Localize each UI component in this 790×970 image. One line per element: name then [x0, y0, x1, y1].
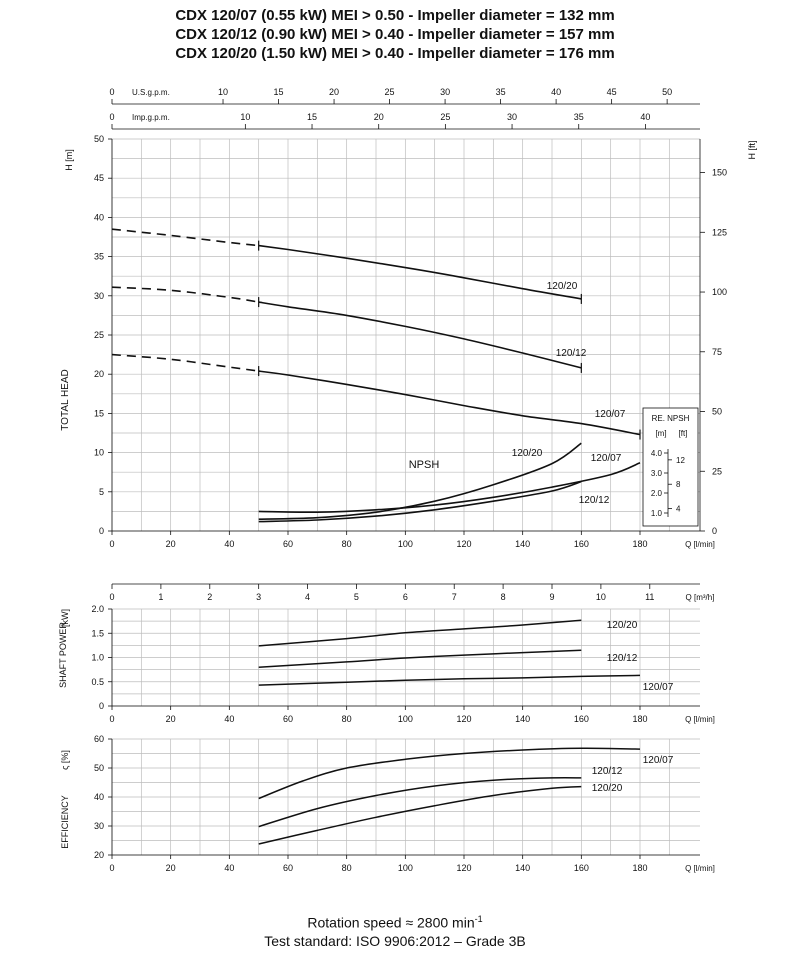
- rotation-speed: [0, 910, 790, 932]
- top-axis-tick-label: 50: [662, 87, 673, 97]
- eff-x-tick-label: 140: [515, 863, 531, 873]
- top-axis-tick-label: 40: [551, 87, 562, 97]
- power-curve-120/12: [259, 650, 582, 667]
- head-y2-tick-label: 25: [712, 466, 723, 477]
- top-axis-label: Imp.g.p.m.: [132, 113, 170, 122]
- head-y2-tick-label: 100: [712, 287, 728, 298]
- title-line-120-12: CDX 120/12 (0.90 kW) MEI > 0.40 - Impeller diameter = 157 mm: [175, 26, 615, 43]
- power-x-tick-label: 180: [632, 714, 648, 724]
- head-curve-dashed-120/12: [112, 287, 259, 302]
- head-x-tick-label: 100: [397, 539, 413, 549]
- eff-label-120-20: 120/20: [591, 783, 623, 794]
- head-x-tick-label: 180: [632, 539, 648, 549]
- npsh-scale-ft-label: 12: [676, 455, 685, 465]
- m3h-axis-tick-label: 1: [158, 592, 164, 602]
- head-y2-tick-label: 0: [712, 526, 718, 536]
- m3h-axis-tick-label: 5: [353, 592, 359, 602]
- top-axis-tick-label: 30: [507, 112, 518, 122]
- head-x-tick-label: 60: [282, 539, 294, 549]
- power-x-tick-label: 0: [109, 714, 115, 724]
- npsh-scale-ft-label: 8: [676, 480, 681, 490]
- power-curve-120/07: [259, 675, 640, 685]
- head-y2-tick-label: 150: [712, 167, 728, 178]
- power-x-tick-label: 80: [341, 714, 352, 724]
- npsh-scale-unit-ft: [ft]: [678, 429, 688, 438]
- npsh-label: NPSH: [408, 459, 440, 471]
- head-y2-tick-label: 125: [712, 227, 728, 238]
- head-y-tick-label: 15: [93, 408, 104, 419]
- head-y-axis-title: TOTAL HEAD: [60, 369, 71, 431]
- power-y-tick-label: 0: [98, 701, 104, 711]
- power-y-tick-label: 0.5: [91, 676, 104, 687]
- rotation-speed-text: Rotation speed ≈ 2800 min: [307, 914, 475, 931]
- eff-curve-120/20: [259, 787, 582, 844]
- head-y2-tick-label: 50: [712, 406, 723, 417]
- head-x-tick-label: 80: [341, 539, 352, 549]
- m3h-axis-tick-label: 3: [256, 592, 262, 602]
- m3h-axis-tick-label: 4: [305, 592, 311, 602]
- eff-y-axis-title: EFFICIENCY: [60, 795, 70, 849]
- top-axis-tick-label: 20: [329, 87, 340, 97]
- npsh-scale-title: RE. NPSH: [651, 414, 690, 423]
- eff-x-tick-label: 180: [632, 863, 648, 873]
- top-axis-tick-label: 20: [373, 112, 384, 122]
- m3h-axis-tick-label: 10: [595, 592, 606, 602]
- npsh-label-120-12: 120/12: [578, 495, 610, 506]
- eff-y-tick-label: 60: [93, 734, 104, 744]
- eff-label-120-07: 120/07: [642, 755, 674, 766]
- top-axis-tick-label: 35: [495, 87, 506, 97]
- power-label-120-07: 120/07: [642, 682, 674, 693]
- title-line-120-20: CDX 120/20 (1.50 kW) MEI > 0.40 - Impeller diameter = 176 mm: [175, 45, 615, 62]
- npsh-label-120-07: 120/07: [590, 453, 622, 464]
- top-axis-tick-label: 15: [307, 112, 318, 122]
- head-x-axis-label: Q [l/min]: [685, 540, 715, 549]
- head-chart: [60, 87, 757, 549]
- npsh-scale-unit-m: [m]: [655, 429, 667, 438]
- shaft-power-chart: [58, 584, 715, 724]
- test-standard: Test standard: ISO 9906:2012 – Grade 3B: [264, 932, 526, 949]
- eff-x-tick-label: 120: [456, 863, 472, 873]
- head-x-tick-label: 40: [224, 539, 235, 549]
- head-y-tick-label: 5: [98, 486, 104, 497]
- power-y-tick-label: 1.0: [91, 652, 104, 663]
- top-axis-tick-label: 45: [606, 87, 617, 97]
- head-label-120-12: 120/12: [555, 348, 587, 359]
- m3h-axis-tick-label: 2: [207, 592, 213, 602]
- title-line-120-07: CDX 120/07 (0.55 kW) MEI > 0.50 - Impeller diameter = 132 mm: [175, 7, 615, 24]
- power-x-tick-label: 100: [397, 714, 413, 724]
- head-x-tick-label: 140: [515, 539, 531, 549]
- m3h-axis-tick-label: 0: [109, 592, 115, 602]
- m3h-axis-tick-label: 11: [645, 592, 655, 602]
- power-y-tick-label: 2.0: [91, 604, 104, 614]
- npsh-scale-m-label: 3.0: [650, 469, 662, 478]
- head-y-tick-label: 30: [93, 290, 104, 301]
- power-y-axis-title: SHAFT POWER: [58, 622, 68, 688]
- power-label-120-12: 120/12: [606, 653, 638, 664]
- npsh-curve-120/12: [259, 482, 582, 522]
- eff-y-tick-label: 50: [93, 763, 104, 773]
- top-axis-tick-label: 0: [109, 87, 115, 97]
- head-x-tick-label: 160: [573, 539, 589, 549]
- eff-y-unit: ς [%]: [60, 750, 70, 770]
- power-label-120-20: 120/20: [606, 620, 638, 631]
- head-y-unit-label: H [m]: [64, 149, 74, 171]
- eff-x-tick-label: 80: [341, 863, 352, 873]
- head-x-tick-label: 120: [456, 539, 472, 549]
- eff-x-tick-label: 0: [109, 863, 115, 873]
- head-y-tick-label: 50: [93, 134, 104, 144]
- eff-x-tick-label: 40: [224, 863, 235, 873]
- power-y-tick-label: 1.5: [91, 628, 104, 639]
- npsh-scale-m-label: 2.0: [650, 489, 662, 498]
- power-x-tick-label: 120: [456, 714, 472, 724]
- eff-y-tick-label: 30: [93, 821, 104, 831]
- eff-x-axis-label: Q [l/min]: [685, 864, 715, 873]
- head-y-tick-label: 35: [93, 251, 104, 262]
- head-curve-dashed-120/20: [112, 229, 259, 245]
- head-y-tick-label: 20: [93, 369, 104, 380]
- eff-x-tick-label: 60: [282, 863, 294, 873]
- power-y-unit: [kW]: [60, 609, 70, 627]
- power-x-tick-label: 160: [573, 714, 589, 724]
- power-x-tick-label: 20: [165, 714, 176, 724]
- top-axis-tick-label: 30: [440, 87, 451, 97]
- head-label-120-07: 120/07: [594, 409, 626, 420]
- npsh-scale-m-label: 1.0: [650, 509, 662, 518]
- head-y2-tick-label: 75: [712, 346, 723, 357]
- eff-curve-120/12: [259, 778, 582, 827]
- top-axis-tick-label: 25: [384, 87, 395, 97]
- top-axis-tick-label: 25: [440, 112, 451, 122]
- top-axis-tick-label: 0: [109, 112, 115, 122]
- head-y-tick-label: 40: [93, 212, 104, 223]
- npsh-scale-ft-label: 4: [676, 504, 681, 514]
- head-y-tick-label: 45: [93, 173, 104, 184]
- eff-label-120-12: 120/12: [591, 766, 623, 777]
- power-x-axis-label: Q [l/min]: [685, 715, 715, 724]
- head-y2-unit-label: H [ft]: [747, 140, 757, 160]
- chart-footer: [0, 910, 790, 950]
- top-axis-tick-label: 10: [218, 87, 229, 97]
- eff-x-tick-label: 160: [573, 863, 589, 873]
- head-curve-dashed-120/07: [112, 355, 259, 372]
- head-x-tick-label: 20: [165, 539, 176, 549]
- eff-x-tick-label: 20: [165, 863, 176, 873]
- head-curve-120/20: [259, 246, 582, 299]
- head-curve-120/07: [259, 371, 640, 435]
- power-x-tick-label: 140: [515, 714, 531, 724]
- rotation-speed-exponent: -1: [474, 914, 483, 924]
- top-axis-tick-label: 15: [273, 87, 284, 97]
- npsh-label-120-20: 120/20: [511, 448, 543, 459]
- head-y-tick-label: 0: [98, 526, 104, 536]
- head-y-tick-label: 10: [93, 447, 104, 458]
- npsh-scale-m-label: 4.0: [650, 449, 662, 458]
- m3h-axis-tick-label: 8: [500, 592, 506, 602]
- m3h-axis-tick-label: 6: [402, 592, 408, 602]
- head-x-tick-label: 0: [109, 539, 115, 549]
- efficiency-chart: [60, 734, 715, 873]
- head-y-tick-label: 25: [93, 330, 104, 340]
- top-axis-tick-label: 40: [640, 112, 651, 122]
- top-axis-tick-label: 10: [240, 112, 251, 122]
- power-x-tick-label: 40: [224, 714, 235, 724]
- m3h-axis-tick-label: 9: [549, 592, 555, 602]
- eff-y-tick-label: 20: [93, 850, 104, 860]
- head-label-120-20: 120/20: [546, 281, 578, 292]
- top-axis-label: U.S.g.p.m.: [132, 88, 170, 97]
- power-x-tick-label: 60: [282, 714, 294, 724]
- m3h-axis-label: Q [m³/h]: [685, 593, 715, 602]
- eff-x-tick-label: 100: [397, 863, 413, 873]
- eff-curve-120/07: [259, 748, 640, 798]
- m3h-axis-tick-label: 7: [451, 592, 457, 602]
- eff-y-tick-label: 40: [93, 792, 104, 802]
- top-axis-tick-label: 35: [573, 112, 584, 122]
